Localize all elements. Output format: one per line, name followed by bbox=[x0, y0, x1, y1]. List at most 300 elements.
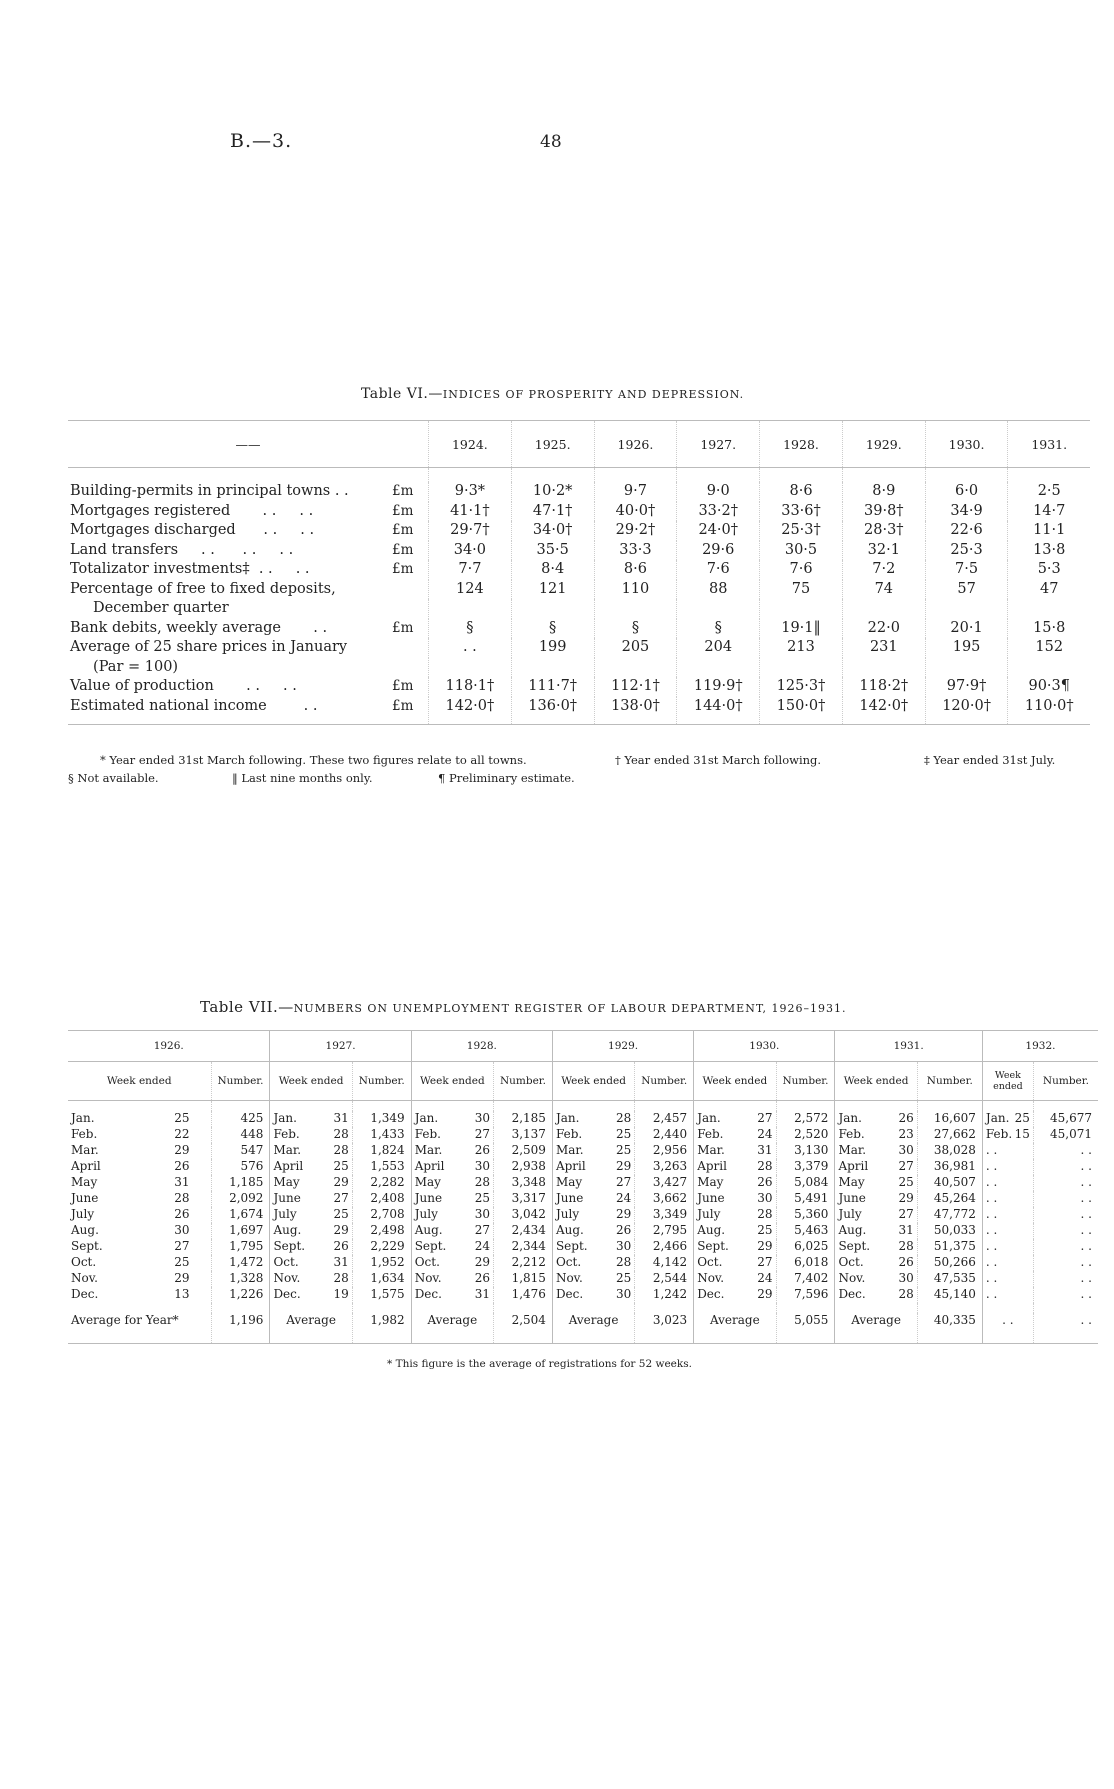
week-month: Nov. bbox=[71, 1271, 98, 1286]
row-label: Value of production . . . . bbox=[70, 678, 297, 694]
week-month: May bbox=[838, 1175, 865, 1190]
average-label: Average bbox=[552, 1313, 634, 1344]
value-cell: 22·0 bbox=[842, 619, 925, 639]
table6-footnote-3: ‡ Year ended 31st July. bbox=[924, 753, 1056, 767]
week-month: Sept. bbox=[273, 1239, 306, 1254]
row-label: Totalizator investments‡ . . . . bbox=[70, 561, 310, 577]
average-label: Average bbox=[835, 1313, 917, 1344]
week-cell bbox=[552, 1271, 634, 1287]
week-day: 29 bbox=[757, 1239, 773, 1254]
week-cell bbox=[68, 1175, 211, 1191]
number-cell: . . bbox=[1033, 1207, 1098, 1223]
week-month: . . bbox=[985, 1255, 998, 1270]
number-cell: . . bbox=[1033, 1223, 1098, 1239]
week-month: Jan. bbox=[985, 1111, 1010, 1126]
value-cell: 14·7 bbox=[1008, 502, 1090, 522]
spacer-cell bbox=[352, 1303, 411, 1313]
value-cell: 32·1 bbox=[842, 541, 925, 561]
week-month: Aug. bbox=[697, 1223, 726, 1238]
value-cell bbox=[511, 658, 594, 678]
week-month: Mar. bbox=[697, 1143, 725, 1158]
week-cell bbox=[982, 1207, 1033, 1223]
week-cell bbox=[835, 1255, 917, 1271]
week-day: 25 bbox=[757, 1223, 773, 1238]
number-cell: 1,226 bbox=[211, 1287, 270, 1303]
value-cell bbox=[760, 658, 843, 678]
week-month: Mar. bbox=[71, 1143, 99, 1158]
number-cell: 3,317 bbox=[494, 1191, 553, 1207]
week-cell bbox=[982, 1127, 1033, 1143]
week-month: Aug. bbox=[555, 1223, 584, 1238]
week-month: Mar. bbox=[273, 1143, 302, 1158]
unemployment-table bbox=[68, 1030, 1098, 1344]
week-day: 27 bbox=[174, 1239, 190, 1254]
week-month: Aug. bbox=[838, 1223, 867, 1238]
spacer-cell bbox=[211, 1303, 270, 1313]
spacer-cell bbox=[1008, 468, 1090, 483]
table7-year-row bbox=[68, 1031, 1098, 1062]
week-cell bbox=[270, 1111, 352, 1127]
number-cell: 2,520 bbox=[776, 1127, 835, 1143]
average-value: 5,055 bbox=[776, 1313, 835, 1344]
spacer-cell bbox=[835, 1101, 917, 1112]
spacer-cell bbox=[429, 468, 512, 483]
year-header: 1932. bbox=[982, 1031, 1098, 1062]
week-cell bbox=[270, 1159, 352, 1175]
value-cell: 6·0 bbox=[925, 482, 1008, 502]
week-cell bbox=[270, 1239, 352, 1255]
number-cell: 3,263 bbox=[635, 1159, 694, 1175]
week-day: 29 bbox=[615, 1207, 632, 1222]
week-day: 26 bbox=[333, 1239, 349, 1254]
value-cell: 33·3 bbox=[594, 541, 677, 561]
row-label: December quarter bbox=[70, 600, 229, 616]
value-cell: 24·0† bbox=[677, 521, 760, 541]
week-month: Nov. bbox=[273, 1271, 301, 1286]
value-cell: 35·5 bbox=[511, 541, 594, 561]
value-cell: . . bbox=[429, 638, 512, 658]
week-cell bbox=[68, 1191, 211, 1207]
week-cell bbox=[982, 1111, 1033, 1127]
week-month: July bbox=[273, 1207, 297, 1222]
row-unit: £m bbox=[392, 541, 414, 558]
spacer-cell bbox=[842, 468, 925, 483]
prosperity-table bbox=[68, 420, 1090, 725]
value-cell: 8·6 bbox=[760, 482, 843, 502]
table6-row bbox=[68, 619, 1090, 639]
week-month: Mar. bbox=[838, 1143, 867, 1158]
week-day: 27 bbox=[474, 1127, 490, 1142]
week-cell bbox=[552, 1159, 634, 1175]
number-cell: 2,795 bbox=[635, 1223, 694, 1239]
number-cell: . . bbox=[1033, 1191, 1098, 1207]
spacer-cell bbox=[270, 1303, 352, 1313]
week-cell bbox=[411, 1239, 493, 1255]
value-cell bbox=[511, 599, 594, 619]
table7-row bbox=[68, 1175, 1098, 1191]
number-cell: 27,662 bbox=[917, 1127, 982, 1143]
week-cell bbox=[694, 1175, 776, 1191]
table6-row bbox=[68, 580, 1090, 600]
value-cell bbox=[594, 599, 677, 619]
week-cell bbox=[552, 1175, 634, 1191]
table6-row bbox=[68, 482, 1090, 502]
week-cell bbox=[270, 1175, 352, 1191]
table6-corner: —— bbox=[68, 421, 429, 468]
row-label: Average of 25 share prices in January bbox=[70, 639, 348, 655]
week-month: Aug. bbox=[71, 1223, 99, 1238]
number-cell: 1,185 bbox=[211, 1175, 270, 1191]
week-month: June bbox=[273, 1191, 301, 1206]
week-cell bbox=[835, 1159, 917, 1175]
week-month: Jan. bbox=[838, 1111, 862, 1126]
value-cell: 25·3 bbox=[925, 541, 1008, 561]
row-unit: £m bbox=[392, 561, 414, 577]
week-cell bbox=[694, 1255, 776, 1271]
table7-caption bbox=[200, 998, 847, 1016]
week-cell bbox=[68, 1287, 211, 1303]
week-cell bbox=[835, 1287, 917, 1303]
table7-caption-lead: Table VII.— bbox=[200, 998, 294, 1016]
week-month: . . bbox=[985, 1143, 998, 1158]
week-month: May bbox=[273, 1175, 300, 1190]
week-ended-header: Week ended bbox=[68, 1062, 211, 1101]
week-month: June bbox=[414, 1191, 443, 1206]
week-cell bbox=[552, 1207, 634, 1223]
week-cell bbox=[694, 1143, 776, 1159]
number-cell: 45,264 bbox=[917, 1191, 982, 1207]
number-cell: 2,212 bbox=[494, 1255, 553, 1271]
table6-caption-lead: Table VI.— bbox=[361, 386, 443, 402]
value-cell: 29·7† bbox=[429, 521, 512, 541]
number-cell: 7,596 bbox=[776, 1287, 835, 1303]
number-cell: 5,084 bbox=[776, 1175, 835, 1191]
week-day: 26 bbox=[474, 1271, 490, 1286]
value-cell: 28·3† bbox=[842, 521, 925, 541]
week-cell bbox=[835, 1271, 917, 1287]
week-day: 25 bbox=[615, 1127, 632, 1142]
week-cell bbox=[982, 1143, 1033, 1159]
row-unit: £m bbox=[392, 483, 414, 499]
spacer-cell bbox=[835, 1303, 917, 1313]
number-cell: 6,025 bbox=[776, 1239, 835, 1255]
row-label: Bank debits, weekly average . . bbox=[70, 619, 328, 636]
average-label: . . bbox=[982, 1313, 1033, 1344]
week-day: 31 bbox=[474, 1287, 490, 1302]
week-month: July bbox=[414, 1207, 438, 1222]
value-cell: 110 bbox=[594, 580, 677, 600]
number-cell: . . bbox=[1033, 1159, 1098, 1175]
week-cell bbox=[835, 1111, 917, 1127]
number-cell: 1,472 bbox=[211, 1255, 270, 1271]
week-month: Sept. bbox=[414, 1239, 447, 1254]
spacer-cell bbox=[390, 468, 429, 483]
week-day: 29 bbox=[333, 1175, 349, 1190]
year-header: 1931. bbox=[835, 1031, 982, 1062]
week-day: 27 bbox=[474, 1223, 490, 1238]
number-cell: 3,042 bbox=[494, 1207, 553, 1223]
table7-row bbox=[68, 1127, 1098, 1143]
week-cell bbox=[270, 1143, 352, 1159]
week-day: 30 bbox=[474, 1111, 490, 1126]
table7-row bbox=[68, 1143, 1098, 1159]
value-cell: 205 bbox=[594, 638, 677, 658]
week-cell bbox=[552, 1239, 634, 1255]
number-cell: 425 bbox=[211, 1111, 270, 1127]
week-day: 25 bbox=[1014, 1111, 1030, 1126]
week-day: 25 bbox=[615, 1271, 632, 1286]
value-cell: 7·6 bbox=[677, 560, 760, 580]
week-cell bbox=[552, 1223, 634, 1239]
table6-row bbox=[68, 658, 1090, 678]
week-cell bbox=[694, 1223, 776, 1239]
week-day: 24 bbox=[474, 1239, 490, 1254]
spacer-cell bbox=[494, 1101, 553, 1112]
number-header: Number. bbox=[1033, 1062, 1098, 1101]
page-number: 48 bbox=[540, 132, 562, 152]
value-cell: 7·6 bbox=[760, 560, 843, 580]
week-month: Jan. bbox=[414, 1111, 439, 1126]
table7-spacer-row bbox=[68, 1101, 1098, 1112]
value-cell: 9·3* bbox=[429, 482, 512, 502]
year-header: 1930. bbox=[925, 421, 1008, 468]
value-cell bbox=[1008, 599, 1090, 619]
spacer-cell bbox=[677, 468, 760, 483]
value-cell: 9·7 bbox=[594, 482, 677, 502]
week-month: Nov. bbox=[414, 1271, 442, 1286]
row-label: Estimated national income . . bbox=[68, 697, 390, 725]
week-cell bbox=[835, 1207, 917, 1223]
spacer-cell bbox=[1033, 1101, 1098, 1112]
spacer-cell bbox=[68, 468, 390, 483]
number-cell: 1,634 bbox=[352, 1271, 411, 1287]
value-cell: 57 bbox=[925, 580, 1008, 600]
number-cell: 1,553 bbox=[352, 1159, 411, 1175]
spacer-cell bbox=[694, 1303, 776, 1313]
week-month: . . bbox=[985, 1159, 998, 1174]
week-cell bbox=[982, 1223, 1033, 1239]
spacer-cell bbox=[635, 1101, 694, 1112]
week-day: 26 bbox=[174, 1159, 190, 1174]
week-month: July bbox=[555, 1207, 580, 1222]
week-day: 26 bbox=[757, 1175, 773, 1190]
week-day: 28 bbox=[757, 1207, 773, 1222]
week-cell bbox=[694, 1271, 776, 1287]
number-cell: 2,572 bbox=[776, 1111, 835, 1127]
value-cell bbox=[925, 658, 1008, 678]
number-cell: 2,440 bbox=[635, 1127, 694, 1143]
table7-row bbox=[68, 1271, 1098, 1287]
week-day: 31 bbox=[333, 1255, 349, 1270]
week-cell bbox=[270, 1287, 352, 1303]
value-cell: 88 bbox=[677, 580, 760, 600]
week-month: April bbox=[273, 1159, 304, 1174]
week-day: 29 bbox=[174, 1271, 190, 1286]
week-month: Feb. bbox=[838, 1127, 865, 1142]
value-cell: 47 bbox=[1008, 580, 1090, 600]
spacer-cell bbox=[776, 1303, 835, 1313]
row-label: (Par = 100) bbox=[70, 658, 179, 675]
average-label: Average bbox=[694, 1313, 776, 1344]
number-cell: 50,266 bbox=[917, 1255, 982, 1271]
week-day: 26 bbox=[615, 1223, 632, 1238]
value-cell: 19·1‖ bbox=[760, 619, 843, 639]
week-day: 24 bbox=[757, 1271, 773, 1286]
week-month: . . bbox=[985, 1287, 998, 1302]
number-cell: 547 bbox=[211, 1143, 270, 1159]
year-header: 1930. bbox=[694, 1031, 835, 1062]
spacer-cell bbox=[411, 1101, 493, 1112]
number-cell: 3,662 bbox=[635, 1191, 694, 1207]
week-month: . . bbox=[985, 1223, 998, 1238]
week-cell bbox=[68, 1223, 211, 1239]
document-code: B.—3. bbox=[230, 130, 293, 152]
spacer-cell bbox=[635, 1303, 694, 1313]
value-cell bbox=[925, 599, 1008, 619]
number-cell: 2,457 bbox=[635, 1111, 694, 1127]
week-day: 27 bbox=[898, 1207, 914, 1222]
week-day: 31 bbox=[757, 1143, 773, 1158]
week-cell bbox=[68, 1239, 211, 1255]
value-cell: 29·6 bbox=[677, 541, 760, 561]
week-month: . . bbox=[985, 1239, 998, 1254]
row-label: Mortgages registered . . . . bbox=[70, 502, 314, 519]
row-unit bbox=[390, 658, 429, 678]
week-day: 13 bbox=[174, 1287, 190, 1302]
number-cell: 40,507 bbox=[917, 1175, 982, 1191]
spacer-cell bbox=[594, 468, 677, 483]
value-cell bbox=[1008, 658, 1090, 678]
week-month: Nov. bbox=[697, 1271, 725, 1286]
value-cell: 121 bbox=[511, 580, 594, 600]
week-month: Oct. bbox=[697, 1255, 723, 1270]
week-cell bbox=[68, 1143, 211, 1159]
week-day: 27 bbox=[333, 1191, 349, 1206]
year-header: 1926. bbox=[68, 1031, 270, 1062]
week-day: 25 bbox=[615, 1143, 632, 1158]
value-cell: § bbox=[429, 619, 512, 639]
week-day: 28 bbox=[333, 1127, 349, 1142]
number-cell: 1,697 bbox=[211, 1223, 270, 1239]
week-day: 30 bbox=[174, 1223, 190, 1238]
week-month: Dec. bbox=[838, 1287, 866, 1302]
value-cell: 11·1 bbox=[1008, 521, 1090, 541]
value-cell: 118·1† bbox=[429, 677, 512, 697]
number-cell: 3,137 bbox=[494, 1127, 553, 1143]
week-cell bbox=[411, 1223, 493, 1239]
week-month: Jan. bbox=[555, 1111, 580, 1126]
value-cell: 25·3† bbox=[760, 521, 843, 541]
average-label: Average for Year* bbox=[68, 1313, 211, 1344]
value-cell bbox=[594, 658, 677, 678]
week-cell bbox=[411, 1143, 493, 1159]
week-cell bbox=[835, 1127, 917, 1143]
spacer-cell bbox=[352, 1101, 411, 1112]
number-cell: 2,956 bbox=[635, 1143, 694, 1159]
week-month: June bbox=[838, 1191, 866, 1206]
week-cell bbox=[411, 1127, 493, 1143]
number-cell: 576 bbox=[211, 1159, 270, 1175]
spacer-cell bbox=[776, 1101, 835, 1112]
value-cell: 34·0† bbox=[511, 521, 594, 541]
number-cell: 5,491 bbox=[776, 1191, 835, 1207]
week-cell bbox=[694, 1159, 776, 1175]
value-cell: 39·8† bbox=[842, 502, 925, 522]
week-month: Oct. bbox=[71, 1255, 97, 1270]
week-cell bbox=[552, 1111, 634, 1127]
week-day: 30 bbox=[615, 1287, 632, 1302]
week-month: April bbox=[414, 1159, 445, 1174]
value-cell bbox=[842, 658, 925, 678]
spacer-cell bbox=[982, 1303, 1033, 1313]
value-cell: 15·8 bbox=[1008, 619, 1090, 639]
week-cell bbox=[982, 1239, 1033, 1255]
value-cell: 8·9 bbox=[842, 482, 925, 502]
value-cell: 7·2 bbox=[842, 560, 925, 580]
table6-footnote-5: ‖ Last nine months only. bbox=[232, 771, 373, 785]
average-value: 1,982 bbox=[352, 1313, 411, 1344]
week-cell bbox=[411, 1255, 493, 1271]
value-cell: § bbox=[594, 619, 677, 639]
number-cell: 2,282 bbox=[352, 1175, 411, 1191]
table6-row bbox=[68, 541, 1090, 561]
week-cell bbox=[552, 1191, 634, 1207]
value-cell: 124 bbox=[429, 580, 512, 600]
number-cell: 2,498 bbox=[352, 1223, 411, 1239]
number-cell: 4,142 bbox=[635, 1255, 694, 1271]
week-month: Dec. bbox=[414, 1287, 442, 1302]
week-cell bbox=[270, 1255, 352, 1271]
value-cell: 97·9† bbox=[925, 677, 1008, 697]
value-cell bbox=[677, 658, 760, 678]
week-day: 28 bbox=[898, 1239, 914, 1254]
number-cell: 1,433 bbox=[352, 1127, 411, 1143]
week-month: July bbox=[697, 1207, 721, 1222]
row-unit bbox=[390, 599, 429, 619]
week-cell bbox=[694, 1287, 776, 1303]
week-cell bbox=[270, 1271, 352, 1287]
value-cell: 8·6 bbox=[594, 560, 677, 580]
value-cell: 150·0† bbox=[760, 697, 843, 725]
spacer-cell bbox=[925, 468, 1008, 483]
value-cell: 29·2† bbox=[594, 521, 677, 541]
number-header: Number. bbox=[776, 1062, 835, 1101]
week-cell bbox=[835, 1223, 917, 1239]
week-day: 29 bbox=[615, 1159, 632, 1174]
number-cell: 2,092 bbox=[211, 1191, 270, 1207]
value-cell: 22·6 bbox=[925, 521, 1008, 541]
table6-row bbox=[68, 502, 1090, 522]
value-cell: 199 bbox=[511, 638, 594, 658]
table6-row bbox=[68, 560, 1090, 580]
week-month: June bbox=[71, 1191, 99, 1206]
number-cell: 1,824 bbox=[352, 1143, 411, 1159]
number-cell: 36,981 bbox=[917, 1159, 982, 1175]
week-day: 26 bbox=[898, 1255, 914, 1270]
number-cell: 2,708 bbox=[352, 1207, 411, 1223]
spacer-cell bbox=[917, 1101, 982, 1112]
value-cell: 112·1† bbox=[594, 677, 677, 697]
value-cell: 34·9 bbox=[925, 502, 1008, 522]
week-day: 28 bbox=[474, 1175, 490, 1190]
spacer-cell bbox=[411, 1303, 493, 1313]
number-cell: . . bbox=[1033, 1287, 1098, 1303]
week-cell bbox=[411, 1175, 493, 1191]
table7-spacer-row bbox=[68, 1303, 1098, 1313]
week-day: 31 bbox=[174, 1175, 190, 1190]
week-month: June bbox=[555, 1191, 584, 1206]
week-month: Sept. bbox=[555, 1239, 588, 1254]
